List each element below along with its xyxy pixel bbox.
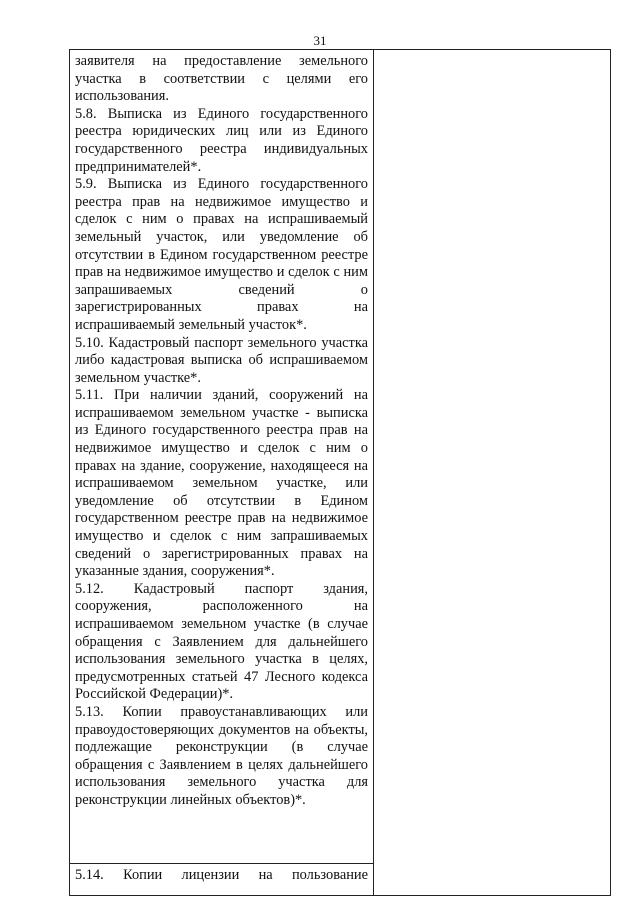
paragraph-5-10: 5.10. Кадастровый паспорт земельного участка либо кадастровая выписка об испрашиваемом земельном участке*.: [75, 334, 368, 386]
right-column-cell: [374, 50, 610, 895]
paragraph-5-11: 5.11. При наличии зданий, сооружений на испрашиваемом земельном участке - выписка из Единого государственного реестра прав на недвижимое имущество и сделок с ним о правах на здание, сооружение, находящееся на испрашиваемом земельном участке, или уведомление об отсутствии в Едином государственном реестре прав на недвижимое имущество и сделок с ним запрашиваемых сведений о зарегистрированных правах на указанные здания, сооружения*.: [75, 387, 368, 580]
page-number: 31: [313, 33, 327, 48]
paragraph-5-14: 5.14. Копии лицензии на пользование: [75, 867, 368, 883]
row-divider: [70, 863, 373, 864]
paragraph-5-13: 5.13. Копии правоустанавливающих или правоудостоверяющих документов на объекты, подлежащие реконструкции (в случае обращения с Заявлением в целях дальнейшего использования земельного участка для реконструкции линейных объектов)*.: [75, 703, 368, 808]
paragraph-5-8: 5.8. Выписка из Единого государственного реестра юридических лиц или из Единого государственного реестра индивидуальных предпринимателей*.: [75, 105, 368, 175]
paragraph-continuation: заявителя на предоставление земельного участка в соответствии с целями его использования.: [75, 53, 368, 105]
paragraph-5-9: 5.9. Выписка из Единого государственного реестра прав на недвижимое имущество и сделок с ним о правах на испрашиваемый земельный участок, или уведомление об отсутствии в Едином государственном реестре прав на недвижимое имущество и сделок с ним запрашиваемых сведений о зарегистрированных правах на испрашиваемый земельный участок*.: [75, 176, 368, 333]
left-column-last-row: [75, 867, 368, 885]
document-table: [69, 49, 611, 896]
paragraph-5-12: 5.12. Кадастровый паспорт здания, сооружения, расположенного на испрашиваемом земельном участке (в случае обращения с Заявлением для дальнейшего использования земельного участка в целях, предусмотренных статьей 47 Лесного кодекса Российской Федерации)*.: [75, 580, 368, 703]
left-column-cell: [75, 53, 368, 810]
